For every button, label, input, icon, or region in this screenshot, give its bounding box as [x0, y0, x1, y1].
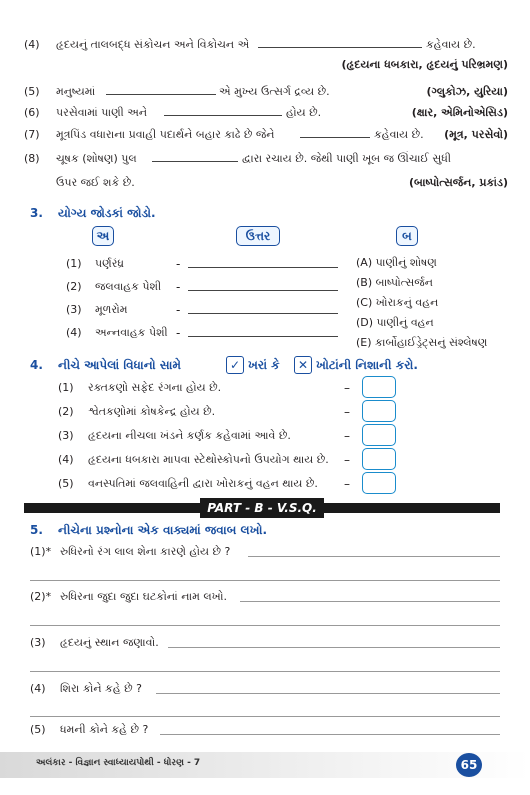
- match-row-number: (2): [66, 280, 82, 293]
- match-right-item: (A) પાણીનું શોષણ: [356, 256, 437, 269]
- dash: -: [176, 280, 181, 294]
- question-text: રુધિરના જુદા જુદા ઘટકોનાં નામ લખો.: [60, 590, 227, 603]
- question-text: પરસેવામાં પાણી અને: [56, 106, 148, 119]
- dash: -: [176, 326, 181, 340]
- match-answer-line[interactable]: [188, 267, 338, 268]
- question-number: (3): [30, 636, 46, 649]
- section-title: નીચેના પ્રશ્નોના એક વાક્યમાં જવાબ લખો.: [58, 523, 268, 537]
- blank-line[interactable]: [258, 47, 422, 48]
- question-text-end: કહેવાય છે.: [374, 128, 424, 141]
- answer-hint: (બાષ્પોત્સર્જન, પ્રકાંડ): [409, 176, 508, 189]
- section-number: 4.: [30, 358, 43, 372]
- dash: –: [344, 477, 350, 491]
- dash: –: [344, 381, 350, 395]
- match-row-number: (4): [66, 326, 82, 339]
- question-text: મૂત્રપિંડ વધારાના પ્રવાહી પદાર્થને બહાર કાઢે છે જેને: [56, 128, 275, 141]
- tf-item-number: (4): [58, 453, 74, 466]
- question-text-end: હોય છે.: [286, 106, 322, 119]
- dash: –: [344, 453, 350, 467]
- question-text: હૃદયનું તાલબદ્ધ સંકોચન અને વિકોચન એ: [56, 38, 250, 51]
- tf-item-number: (3): [58, 429, 74, 442]
- blank-line[interactable]: [164, 115, 282, 116]
- match-left-item: અન્નવાહક પેશી: [95, 326, 168, 339]
- answer-line[interactable]: [160, 734, 500, 735]
- match-row-number: (1): [66, 257, 82, 270]
- question-text: શિરા કોને કહે છે ?: [60, 682, 142, 695]
- item-number: (4): [24, 38, 40, 51]
- tf-answer-box[interactable]: [362, 472, 396, 494]
- match-row-number: (3): [66, 303, 82, 316]
- tf-statement: હૃદયના નીચલા ખંડને કર્ણક કહેવામાં આવે છે.: [88, 429, 291, 442]
- tf-item-number: (2): [58, 405, 74, 418]
- question-text-line2: ઉપર જઈ શકે છે.: [56, 176, 135, 189]
- dash: -: [176, 257, 181, 271]
- dash: –: [344, 405, 350, 419]
- dash: -: [176, 303, 181, 317]
- question-text-end: દ્વારા રચાય છે. જેથી પાણી ખૂબ જ ઊંચાઈ સુધી: [242, 152, 452, 165]
- tf-statement: રક્તકણો સફેદ રંગના હોય છે.: [88, 381, 222, 394]
- item-number: (5): [24, 85, 40, 98]
- match-left-item: જલવાહક પેશી: [95, 280, 162, 293]
- answer-hint: (ગ્લુકોઝ, યુરિયા): [426, 85, 508, 98]
- answer-line[interactable]: [30, 625, 500, 626]
- answer-hint: (મૂત્ર, પરસેવો): [444, 128, 508, 141]
- section-number: 5.: [30, 523, 43, 537]
- tf-answer-box[interactable]: [362, 424, 396, 446]
- question-number: (1)*: [30, 545, 52, 558]
- match-answer-line[interactable]: [188, 313, 338, 314]
- tf-statement: હૃદયના ધબકારા માપવા સ્ટેથોસ્કોપનો ઉપયોગ થાય છે.: [88, 453, 329, 466]
- tf-answer-box[interactable]: [362, 448, 396, 470]
- answer-line[interactable]: [240, 601, 500, 602]
- question-number: (2)*: [30, 590, 52, 603]
- tf-statement: શ્વેતકણોમાં કોષકેન્દ્ર હોય છે.: [88, 405, 216, 418]
- match-right-item: (B) બાષ્પોત્સર્જન: [356, 276, 433, 289]
- tf-item-number: (5): [58, 477, 74, 490]
- tf-statement: વનસ્પતિમાં જલવાહિની દ્વારા ખોરાકનું વહન થાય છે.: [88, 477, 318, 490]
- tf-answer-box[interactable]: [362, 400, 396, 422]
- page-number: 65: [456, 753, 482, 777]
- dash: –: [344, 429, 350, 443]
- match-right-item: (C) ખોરાકનું વહન: [356, 296, 439, 309]
- item-number: (8): [24, 152, 40, 165]
- blank-line[interactable]: [106, 94, 216, 95]
- column-header-b: બ: [396, 226, 418, 246]
- section-title-end: ખોટાંની નિશાની કરો.: [316, 358, 418, 372]
- answer-line[interactable]: [168, 647, 500, 648]
- section-number: 3.: [30, 206, 43, 220]
- answer-line[interactable]: [30, 716, 500, 717]
- question-text-end: એ મુખ્ય ઉત્સર્ગ દ્રવ્ય છે.: [219, 85, 330, 98]
- question-number: (5): [30, 723, 46, 736]
- answer-line[interactable]: [30, 671, 500, 672]
- match-left-item: પર્ણરંધ્ર: [95, 257, 125, 270]
- answer-hint: (ક્ષાર, એમિનોએસિડ): [411, 106, 508, 119]
- blank-line[interactable]: [152, 161, 238, 162]
- section-title: યોગ્ય જોડકાં જોડો.: [58, 206, 156, 220]
- section-title-mid: ખરાં કે: [248, 358, 280, 372]
- section-title: નીચે આપેલાં વિધાનો સામે: [58, 358, 181, 372]
- question-text: ચૂષક (શોષણ) પુલ: [56, 152, 137, 165]
- match-answer-line[interactable]: [188, 336, 338, 337]
- question-text-end: કહેવાય છે.: [426, 38, 476, 51]
- match-left-item: મૂળરોમ: [95, 303, 128, 316]
- tick-icon: ✓: [226, 356, 244, 374]
- blank-line[interactable]: [300, 137, 370, 138]
- tf-answer-box[interactable]: [362, 376, 396, 398]
- answer-line[interactable]: [248, 556, 500, 557]
- question-text: રુધિરનો રંગ લાલ શેના કારણે હોય છે ?: [60, 545, 231, 558]
- match-right-item: (D) પાણીનું વહન: [356, 316, 434, 329]
- match-answer-line[interactable]: [188, 290, 338, 291]
- part-b-label: PART - B - V.S.Q.: [200, 498, 324, 518]
- question-number: (4): [30, 682, 46, 695]
- cross-icon: ✕: [294, 356, 312, 374]
- tf-item-number: (1): [58, 381, 74, 394]
- column-header-answer: ઉત્તર: [236, 226, 280, 246]
- question-text: હૃદયનું સ્થાન જણાવો.: [60, 636, 159, 649]
- footer-text: અલંકાર - વિજ્ઞાન સ્વાધ્યાયપોથી - ધોરણ - 7: [36, 758, 201, 768]
- question-text: ધમની કોને કહે છે ?: [60, 723, 149, 736]
- answer-line[interactable]: [30, 580, 500, 581]
- answer-hint: (હૃદયના ધબકારા, હૃદયનું પરિભ્રમણ): [341, 58, 508, 71]
- item-number: (7): [24, 128, 40, 141]
- column-header-a: અ: [92, 226, 114, 246]
- match-right-item: (E) કાર્બોહાઈડ્રેટ્સનું સંશ્લેષણ: [356, 336, 488, 349]
- question-text: મનુષ્યમાં: [56, 85, 96, 98]
- item-number: (6): [24, 106, 40, 119]
- answer-line[interactable]: [156, 693, 500, 694]
